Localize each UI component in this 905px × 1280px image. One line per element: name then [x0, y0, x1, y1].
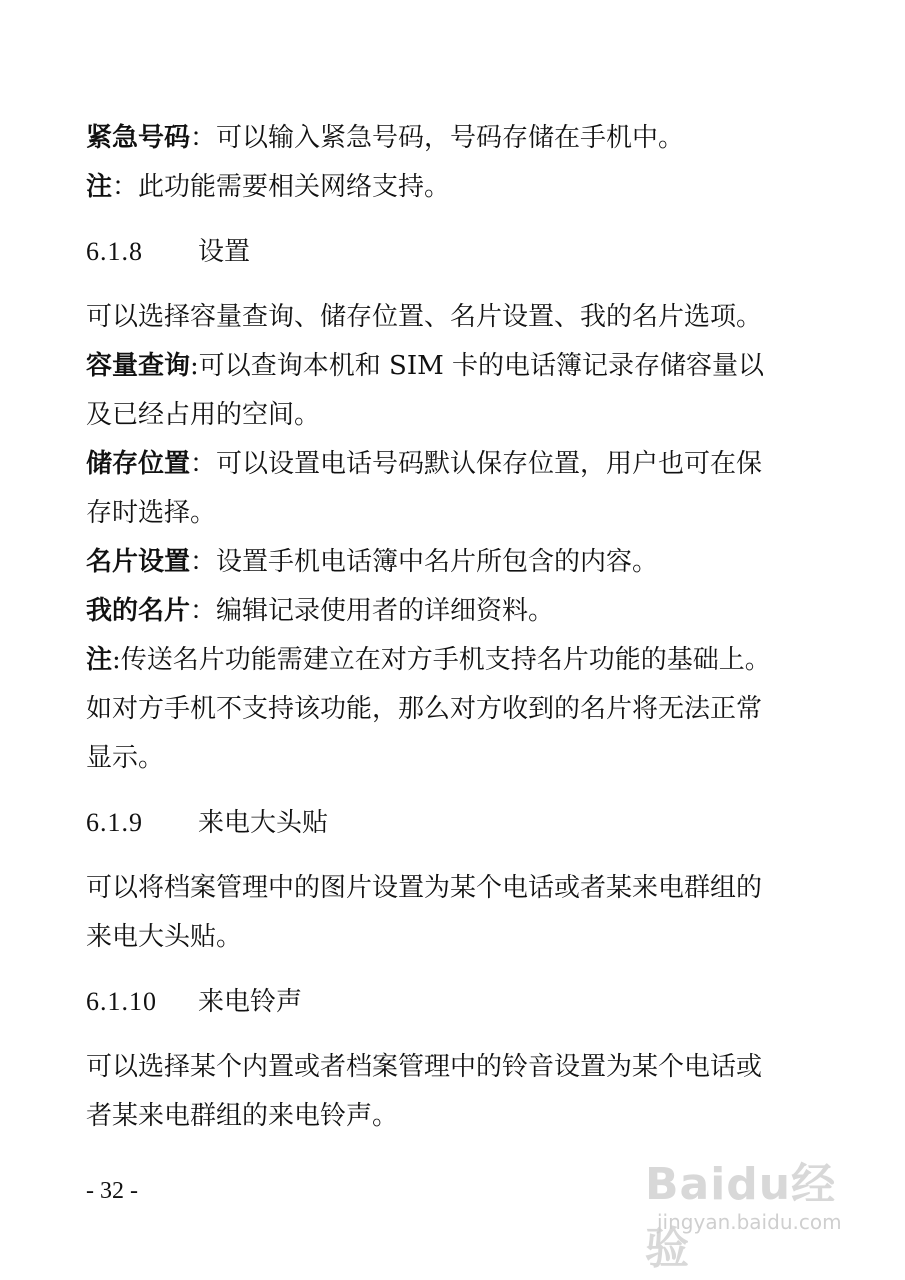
- page-number: - 32 -: [86, 1178, 138, 1204]
- body-text: :可以查询本机和 SIM 卡的电话簿记录存储容量以: [190, 351, 765, 381]
- paragraph: 可以选择容量查询、储存位置、名片设置、我的名片选项。: [86, 302, 763, 332]
- term-label: 储存位置: [86, 449, 191, 479]
- body-text: ：编辑记录使用者的详细资料。: [190, 596, 555, 626]
- body-text: ：设置手机电话簿中名片所包含的内容。: [190, 547, 659, 577]
- storage-line: [86, 447, 762, 481]
- term-label: 名片设置: [86, 547, 191, 577]
- section-number: 6.1.10: [86, 987, 157, 1016]
- term-label: 注: [86, 172, 113, 202]
- card-settings-line: [86, 545, 658, 579]
- baidu-watermark: [645, 1148, 875, 1274]
- term-label: 容量查询: [86, 351, 191, 381]
- capacity-line: [86, 349, 764, 383]
- paragraph-continuation: 者某来电群组的来电铃声。: [86, 1101, 399, 1131]
- watermark-logo: Baidu经验: [645, 1159, 837, 1274]
- section-heading-6-1-9: [86, 806, 328, 840]
- section-title: 来电铃声: [198, 987, 303, 1017]
- section-number: 6.1.8: [86, 237, 143, 266]
- note2-line: [86, 643, 771, 677]
- section-title: 来电大头贴: [198, 808, 329, 838]
- body-text: ：可以输入紧急号码，号码存储在手机中。: [190, 123, 685, 153]
- paragraph-continuation: 如对方手机不支持该功能，那么对方收到的名片将无法正常: [86, 694, 763, 724]
- paragraph: 可以将档案管理中的图片设置为某个电话或者某来电群组的: [86, 873, 763, 903]
- paragraph-continuation: 显示。: [86, 743, 165, 773]
- body-text: ：可以设置电话号码默认保存位置，用户也可在保: [190, 449, 763, 479]
- paragraph: 可以选择某个内置或者档案管理中的铃音设置为某个电话或: [86, 1052, 763, 1082]
- term-label: 我的名片: [86, 596, 191, 626]
- paragraph-continuation: 及已经占用的空间。: [86, 400, 321, 430]
- section-title: 设置: [198, 237, 251, 267]
- paragraph-continuation: 来电大头贴。: [86, 922, 243, 952]
- body-text: :传送名片功能需建立在对方手机支持名片功能的基础上。: [112, 645, 771, 675]
- watermark-url: jingyan.baidu.com: [657, 1210, 842, 1234]
- paragraph-continuation: 存时选择。: [86, 498, 217, 528]
- section-heading-6-1-10: [86, 985, 302, 1019]
- term-label: 注: [86, 645, 113, 675]
- my-card-line: [86, 594, 554, 628]
- term-label: 紧急号码: [86, 123, 191, 153]
- emergency-number-line: [86, 121, 684, 155]
- section-number: 6.1.9: [86, 808, 143, 837]
- body-text: ：此功能需要相关网络支持。: [112, 172, 451, 202]
- note-line: [86, 170, 450, 204]
- section-heading-6-1-8: [86, 235, 250, 269]
